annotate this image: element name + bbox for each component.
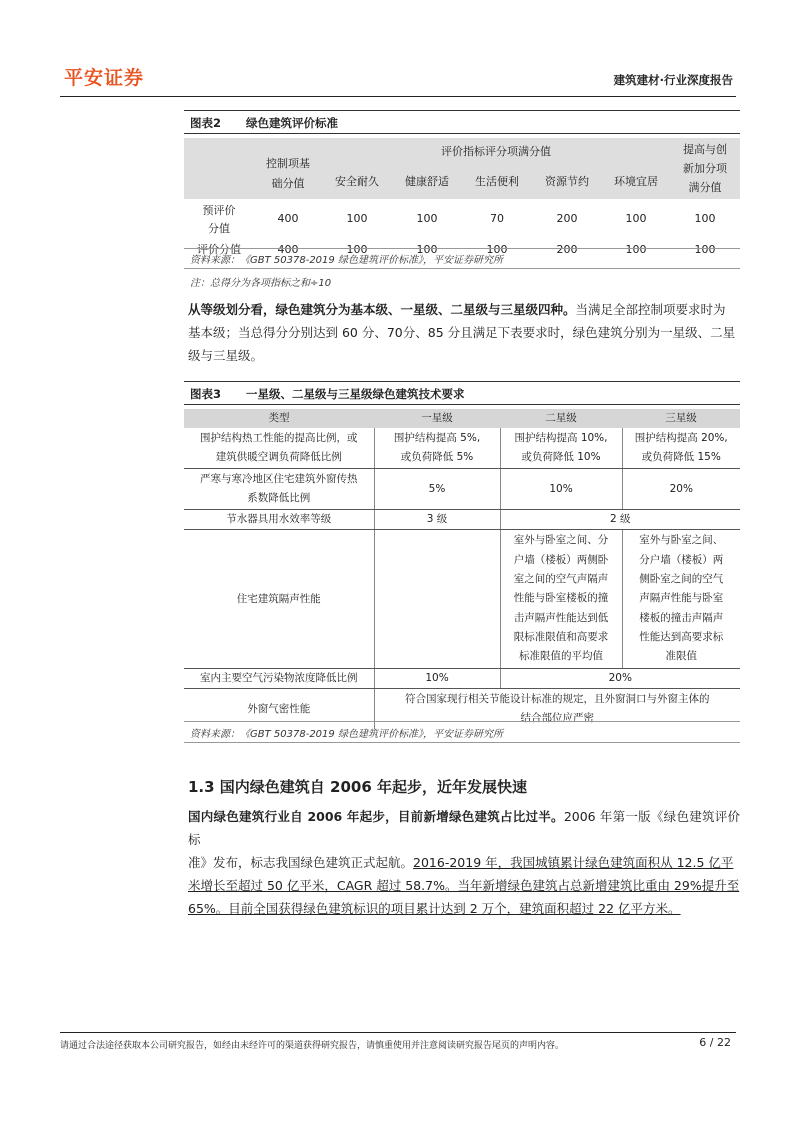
fig3-type-cell: 外窗气密性能 bbox=[184, 689, 374, 730]
footer-divider bbox=[60, 1032, 736, 1033]
fig2-col-control-l2: 础分值 bbox=[271, 176, 305, 190]
para1-bold: 从等级划分看，绿色建筑分为基本级、一星级、二星级与三星级四种。 bbox=[188, 302, 576, 317]
fig2-col-bonus-l1: 提高与创 bbox=[683, 143, 727, 156]
fig3-r1-type-l1: 围护结构热工性能的提高比例，或 bbox=[200, 432, 358, 444]
fig2-cell: 100 bbox=[625, 242, 647, 256]
fig2-col-control-l1: 控制项基 bbox=[266, 156, 310, 170]
footer-disclaimer: 请通过合法途径获取本公司研究报告，如经由未经许可的渠道获得研究报告，请慎重使用并注意阅读研究报告尾页的声明内容。 bbox=[60, 1041, 565, 1051]
fig3-cell bbox=[500, 530, 622, 669]
fig3-title-text: 一星级、二星级与三星级绿色建筑技术要求 bbox=[246, 387, 465, 401]
fig2-col-bonus bbox=[670, 138, 740, 199]
fig3-cell bbox=[622, 530, 740, 669]
para2-line2-plain: 准》发布，标志我国绿色建筑正式起航。 bbox=[188, 855, 414, 870]
fig3-cell: 10% bbox=[500, 469, 622, 510]
fig2-cell: 100 bbox=[625, 212, 647, 225]
fig3-type-cell: 室内主要空气污染物浓度降低比例 bbox=[184, 669, 374, 689]
fig3-type-cell: 节水器具用水效率等级 bbox=[184, 510, 374, 530]
fig2-row-pre-eval bbox=[184, 199, 740, 238]
paragraph-development bbox=[188, 805, 740, 920]
fig3-r2-type-l1: 严寒与寒冷地区住宅建筑外窗传热 bbox=[200, 473, 358, 485]
fig3-col-two-star: 二星级 bbox=[500, 409, 622, 428]
fig2-header-row bbox=[184, 138, 740, 164]
fig3-type-cell bbox=[184, 428, 374, 469]
fig2-top-rule bbox=[184, 110, 740, 111]
fig2-col-health: 健康舒适 bbox=[392, 164, 462, 199]
fig2-col-environment: 环境宜居 bbox=[602, 164, 670, 199]
fig2-title-text: 绿色建筑评价标准 bbox=[246, 116, 338, 130]
fig2-cell: 100 bbox=[416, 242, 438, 256]
section-title: 1.3 国内绿色建筑自 2006 年起步，近年发展快速 bbox=[188, 778, 527, 796]
fig2-col-bonus-l3: 满分值 bbox=[688, 181, 722, 194]
fig3-r1-s3-l1: 围护结构提高 20%, bbox=[634, 432, 728, 444]
fig3-r4-s3-l6: 准限值 bbox=[665, 650, 697, 663]
fig2-cell: 200 bbox=[556, 212, 578, 225]
fig3-r4-s3-l1: 分户墙（楼板）两 bbox=[639, 553, 724, 566]
fig3-r4-s2-l2: 室之间的空气声隔声 bbox=[513, 573, 609, 586]
fig3-r4-s3-l2: 侧卧室之间的空气 bbox=[639, 573, 724, 586]
fig2-title bbox=[190, 115, 338, 131]
fig3-row-thermal bbox=[184, 428, 740, 469]
fig2-row-label: 评价分值 bbox=[197, 243, 241, 256]
fig2-cell: 100 bbox=[486, 242, 508, 256]
fig3-r1-s2-l1: 围护结构提高 10%, bbox=[514, 432, 608, 444]
fig3-source: 资料来源：《GBT 50378-2019 绿色建筑评价标准》，平安证券研究所 bbox=[190, 729, 503, 740]
fig2-title-rule bbox=[184, 133, 740, 134]
para1-line3: 级与三星级。 bbox=[188, 348, 264, 363]
para2-line3: 米增长至超过 50 亿平米，CAGR 超过 58.7%。当年新增绿色建筑占总新增建筑比重由 29%提升至 bbox=[188, 878, 740, 893]
fig2-group-header: 评价指标评分项满分值 bbox=[322, 138, 670, 164]
fig2-row-label bbox=[184, 199, 254, 238]
fig2-col-control bbox=[254, 138, 322, 199]
fig3-r1-s1-l2: 或负荷降低 5% bbox=[400, 451, 474, 463]
fig3-header-row bbox=[184, 409, 740, 428]
fig2-cell: 100 bbox=[694, 242, 716, 256]
fig2-row0-label-l2: 分值 bbox=[208, 222, 230, 235]
fig3-title-rule bbox=[184, 404, 740, 405]
fig3-cell: 3 级 bbox=[374, 510, 500, 530]
fig3-cell: 5% bbox=[374, 469, 500, 510]
fig3-cell: 20% bbox=[500, 669, 740, 689]
fig2-cell: 70 bbox=[490, 212, 504, 225]
report-category: 建筑建材·行业深度报告 bbox=[613, 73, 733, 87]
fig3-bottom-rule bbox=[184, 721, 740, 722]
fig2-cell: 400 bbox=[277, 212, 299, 225]
fig3-cell bbox=[622, 428, 740, 469]
fig2-label: 图表2 bbox=[190, 116, 222, 130]
fig2-col-bonus-l2: 新加分项 bbox=[683, 162, 727, 175]
fig3-title bbox=[190, 386, 465, 402]
para1-line1: 当满足全部控制项要求时为 bbox=[575, 302, 726, 317]
fig3-r6-l2: 结合部位应严密 bbox=[520, 712, 594, 724]
fig3-r1-s2-l2: 或负荷降低 10% bbox=[521, 451, 601, 463]
fig3-table bbox=[184, 409, 740, 729]
fig3-r4-s2-l5: 限标准限值和高要求 bbox=[513, 630, 609, 643]
fig3-r4-s2-l3: 性能与卧室楼板的撞 bbox=[513, 592, 609, 605]
fig2-note: 注：总得分为各项指标之和÷10 bbox=[190, 278, 332, 289]
fig3-r4-s3-l0: 室外与卧室之间、 bbox=[639, 534, 724, 547]
brand-logo: 平安证券 bbox=[64, 67, 145, 89]
fig3-r4-s2-l1: 户墙（楼板）两侧卧 bbox=[513, 553, 609, 566]
fig2-cell: 200 bbox=[556, 242, 578, 256]
fig2-row0-label-l1: 预评价 bbox=[202, 204, 236, 217]
page-number: 6 / 22 bbox=[699, 1036, 731, 1049]
fig2-cell: 100 bbox=[694, 212, 716, 225]
fig3-col-one-star: 一星级 bbox=[374, 409, 500, 428]
fig3-r1-s3-l2: 或负荷降低 15% bbox=[641, 451, 721, 463]
paragraph-grading bbox=[188, 298, 740, 367]
fig2-source: 资料来源：《GBT 50378-2019 绿色建筑评价标准》，平安证券研究所 bbox=[190, 255, 503, 266]
fig3-r6-l1: 符合国家现行相关节能设计标准的规定，且外窗洞口与外窗主体的 bbox=[405, 693, 710, 705]
fig3-top-rule bbox=[184, 381, 740, 382]
fig3-cell bbox=[500, 428, 622, 469]
fig3-type-cell: 住宅建筑隔声性能 bbox=[184, 530, 374, 669]
fig3-col-three-star: 三星级 bbox=[622, 409, 740, 428]
fig3-row-window-heat bbox=[184, 469, 740, 510]
fig2-source-rule bbox=[184, 268, 740, 269]
fig2-table bbox=[184, 138, 740, 260]
fig3-r4-s2-l0: 室外与卧室之间、分 bbox=[513, 534, 609, 547]
para2-line1: 2006 年第一版《绿色建筑评价标 bbox=[188, 809, 740, 847]
fig3-row-water bbox=[184, 510, 740, 530]
fig2-cell: 100 bbox=[346, 242, 368, 256]
fig2-col-safety: 安全耐久 bbox=[322, 164, 392, 199]
fig3-r1-s1-l1: 围护结构提高 5%, bbox=[393, 432, 481, 444]
fig3-cell bbox=[374, 428, 500, 469]
fig2-cell: 100 bbox=[346, 212, 368, 225]
fig3-r4-s2-l4: 击声隔声性能达到低 bbox=[513, 611, 609, 624]
para2-line2-underlined: 2016-2019 年，我国城镇累计绿色建筑面积从 12.5 亿平 bbox=[413, 855, 734, 870]
fig3-row-airtight bbox=[184, 689, 740, 730]
fig3-col-type: 类型 bbox=[184, 409, 374, 428]
para2-line4: 65%。目前全国获得绿色建筑标识的项目累计达到 2 万个，建筑面积超过 22 亿平方米。 bbox=[188, 901, 681, 916]
fig3-r4-s3-l3: 声隔声性能与卧室 bbox=[639, 592, 724, 605]
fig3-cell bbox=[374, 689, 740, 730]
fig2-cell: 100 bbox=[416, 212, 438, 225]
para2-bold: 国内绿色建筑行业自 2006 年起步，目前新增绿色建筑占比过半。 bbox=[188, 809, 564, 824]
fig3-row-acoustic bbox=[184, 530, 740, 669]
fig3-cell-empty bbox=[374, 530, 500, 669]
fig3-r4-s3-l4: 楼板的撞击声隔声 bbox=[639, 611, 724, 624]
fig3-cell: 10% bbox=[374, 669, 500, 689]
fig2-bottom-rule bbox=[184, 248, 740, 249]
fig3-cell: 2 级 bbox=[500, 510, 740, 530]
fig3-r2-type-l2: 系数降低比例 bbox=[247, 492, 311, 504]
fig3-source-rule bbox=[184, 742, 740, 743]
header-divider bbox=[60, 96, 736, 97]
fig2-col-life: 生活便利 bbox=[462, 164, 532, 199]
fig2-header-blank bbox=[184, 138, 254, 199]
fig2-col-resource: 资源节约 bbox=[532, 164, 602, 199]
fig3-row-air bbox=[184, 669, 740, 689]
fig3-label: 图表3 bbox=[190, 387, 222, 401]
fig3-r4-s2-l6: 标准限值的平均值 bbox=[519, 650, 603, 663]
fig3-type-cell bbox=[184, 469, 374, 510]
fig2-cell: 400 bbox=[277, 242, 299, 256]
fig3-cell: 20% bbox=[622, 469, 740, 510]
para1-line2: 基本级；当总得分分别达到 60 分、70分、85 分且满足下表要求时，绿色建筑分别为一星级、二星 bbox=[188, 325, 736, 340]
fig3-r4-s3-l5: 性能达到高要求标 bbox=[639, 630, 724, 643]
fig3-r1-type-l2: 建筑供暖空调负荷降低比例 bbox=[215, 451, 342, 463]
